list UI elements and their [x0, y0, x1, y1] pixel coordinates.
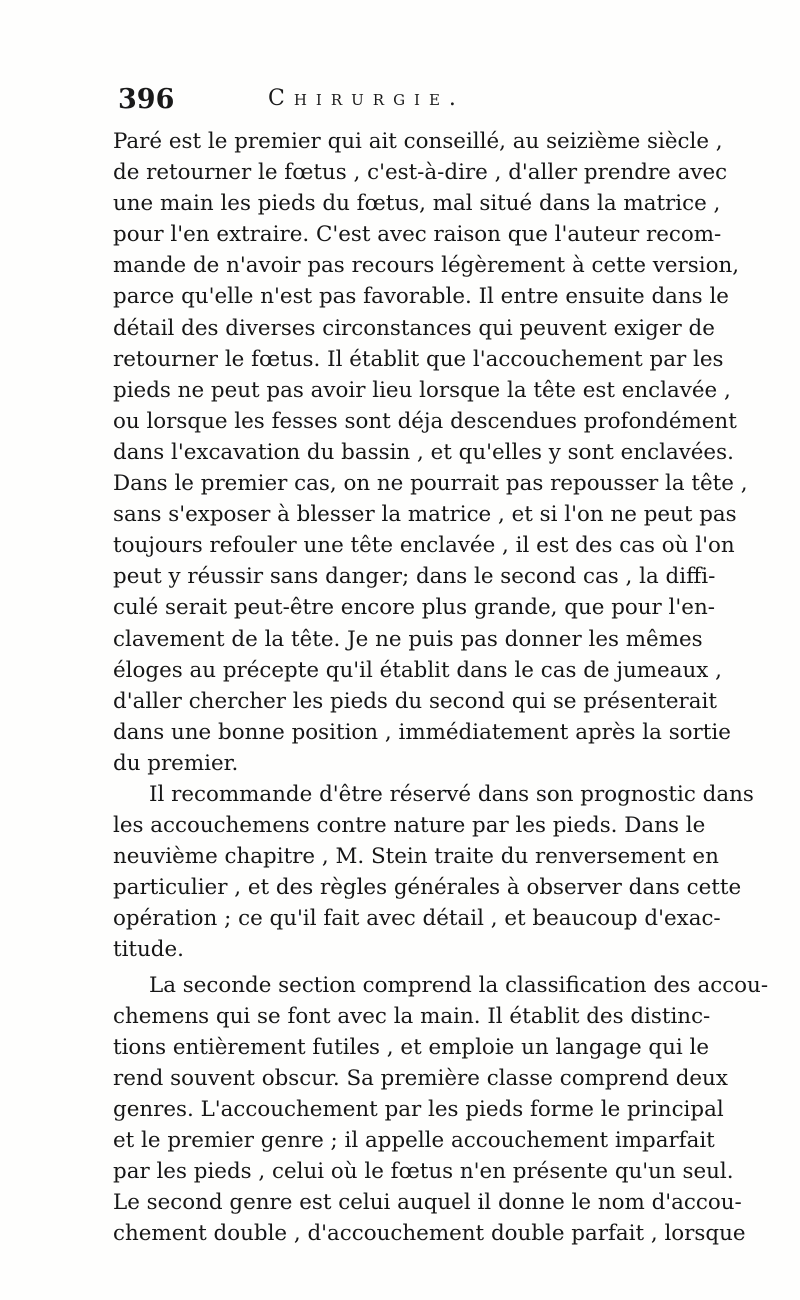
text-line: les accouchemens contre nature par les pieds. Dans le — [113, 813, 706, 839]
text-line: dans une bonne position , immédiatement après la sortie — [113, 719, 731, 745]
text-line: une main les pieds du fœtus, mal situé dans la matrice , — [113, 191, 721, 217]
text-line: pour l'en extraire. C'est avec raison que l'auteur recom- — [113, 222, 722, 248]
text-line: retourner le fœtus. Il établit que l'accouchement par les — [113, 346, 724, 372]
paragraph-first-line: La seconde section comprend la classification des accou- — [149, 972, 769, 998]
text-line: clavement de la tête. Je ne puis pas donner les mêmes — [113, 626, 703, 652]
text-line: particulier , et des règles générales à observer dans cette — [113, 875, 742, 901]
text-line: Dans le premier cas, on ne pourrait pas repousser la tête , — [113, 471, 748, 497]
text-line: par les pieds , celui où le fœtus n'en présente qu'un seul. — [113, 1159, 734, 1185]
text-line: titude. — [113, 937, 184, 963]
text-line: neuvième chapitre , M. Stein traite du renversement en — [113, 844, 719, 870]
page-number: 396 — [118, 84, 175, 115]
running-head: Chirurgie. — [268, 86, 465, 111]
page-header — [118, 84, 678, 124]
text-line: Le second genre est celui auquel il donne le nom d'accou- — [113, 1190, 742, 1216]
text-line: toujours refouler une tête enclavée , il est des cas où l'on — [113, 533, 735, 559]
text-line: mande de n'avoir pas recours légèrement à cette version, — [113, 253, 740, 279]
paragraph-first-line: Il recommande d'être réservé dans son prognostic dans — [149, 781, 754, 807]
text-line: chemens qui se font avec la main. Il établit des distinc- — [113, 1003, 711, 1029]
text-line: Paré est le premier qui ait conseillé, au seizième siècle , — [113, 129, 723, 154]
text-line: genres. L'accouchement par les pieds forme le principal — [113, 1096, 724, 1122]
text-line: éloges au précepte qu'il établit dans le cas de jumeaux , — [113, 657, 722, 683]
text-line: ou lorsque les fesses sont déja descendues profondément — [113, 408, 737, 434]
text-line: parce qu'elle n'est pas favorable. Il entre ensuite dans le — [113, 284, 729, 310]
text-line: détail des diverses circonstances qui peuvent exiger de — [113, 315, 715, 341]
text-line: d'aller chercher les pieds du second qui se présenterait — [113, 688, 717, 714]
text-line: et le premier genre ; il appelle accouchement imparfait — [113, 1128, 715, 1153]
text-line: peut y réussir sans danger; dans le second cas , la diffi- — [113, 564, 716, 590]
text-line: rend souvent obscur. Sa première classe comprend deux — [113, 1065, 728, 1091]
text-line: pieds ne peut pas avoir lieu lorsque la tête est enclavée , — [113, 377, 731, 403]
text-line: sans s'exposer à blesser la matrice , et si l'on ne peut pas — [113, 502, 737, 528]
text-line: chement double , d'accouchement double parfait , lorsque — [113, 1221, 746, 1247]
text-line: du premier. — [113, 750, 239, 776]
text-line: opération ; ce qu'il fait avec détail , et beaucoup d'exac- — [113, 906, 721, 932]
text-line: de retourner le fœtus , c'est-à-dire , d'aller prendre avec — [113, 160, 728, 186]
body-text — [113, 126, 769, 1249]
text-line: tions entièrement futiles , et emploie un langage qui le — [113, 1034, 710, 1060]
text-line: dans l'excavation du bassin , et qu'elles y sont enclavées. — [113, 439, 734, 465]
text-line: culé serait peut-être encore plus grande, que pour l'en- — [113, 595, 715, 621]
